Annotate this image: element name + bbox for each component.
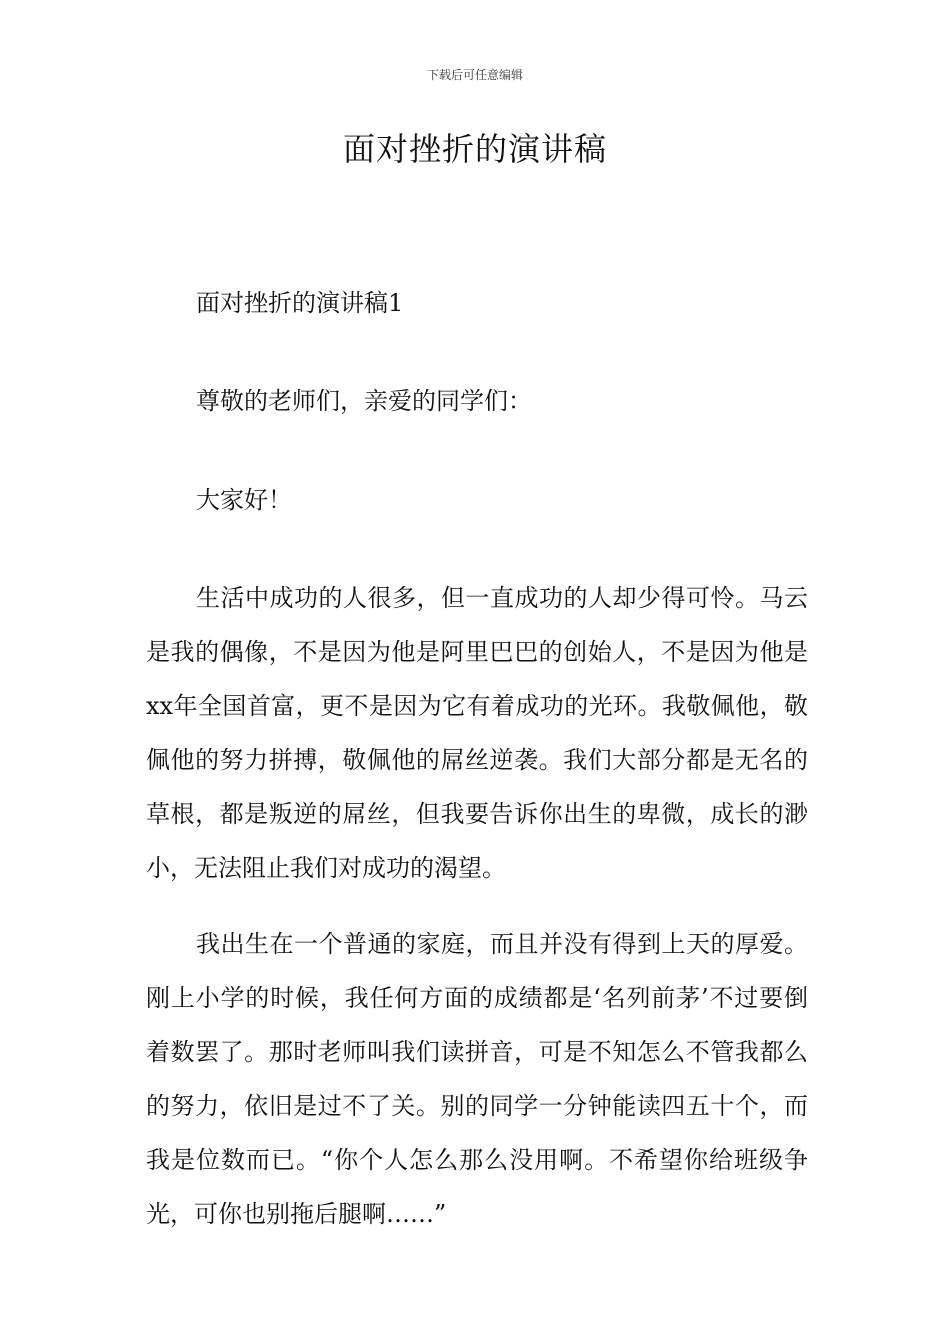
salutation xyxy=(146,374,808,428)
section-heading xyxy=(146,276,808,330)
section-heading-text: 面对挫折的演讲稿1 xyxy=(196,289,404,317)
greeting-text: 大家好！ xyxy=(196,486,292,514)
paragraph-1 xyxy=(146,571,808,895)
paragraph-1-text: 生活中成功的人很多，但一直成功的人却少得可怜。马云是我的偶像，不是因为他是阿里巴巴的创始人，不是因为他是xx年全国首富，更不是因为它有着成功的光环。我敬佩他，敬佩他的努力拼搏，敬佩他的屌丝逆袭。我们大部分都是无名的草根，都是叛逆的屌丝，但我要告诉你出生的卑微，成长的渺小，无法阻止我们对成功的渴望。 xyxy=(146,584,808,882)
salutation-text: 尊敬的老师们，亲爱的同学们： xyxy=(196,387,532,415)
paragraph-2 xyxy=(146,917,808,1241)
header-note: 下载后可任意编辑 xyxy=(426,68,523,82)
greeting xyxy=(146,473,808,527)
paragraph-2-text: 我出生在一个普通的家庭，而且并没有得到上天的厚爱。刚上小学的时候，我任何方面的成绩都是‘名列前茅’不过要倒着数罢了。那时老师叫我们读拼音，可是不知怎么不管我都么的努力，依旧是过不了关。别的同学一分钟能读四五十个，而我是位数而已。“你个人怎么那么没用啊。不希望你给班级争光，可你也别拖后腿啊……” xyxy=(146,930,808,1228)
document-title: 面对挫折的演讲稿 xyxy=(342,130,607,168)
